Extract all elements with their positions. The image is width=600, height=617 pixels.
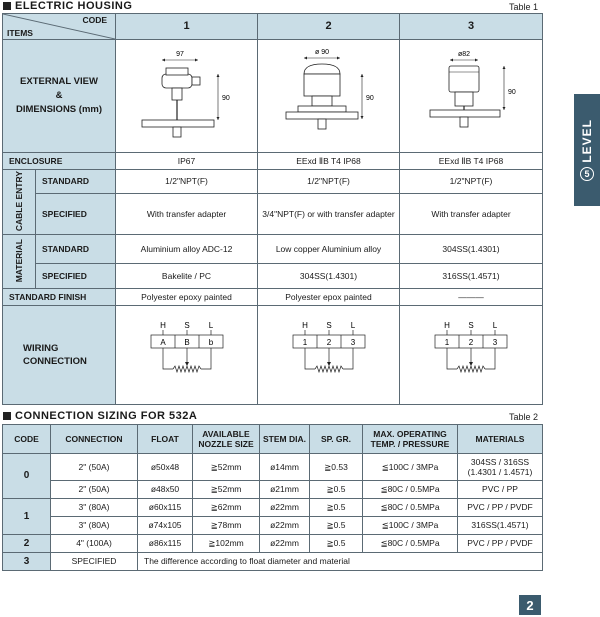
code-column-2: 2	[258, 14, 400, 40]
cable-specified-2: 3/4"NPT(F) or with transfer adapter	[258, 193, 400, 235]
table-row	[3, 517, 543, 535]
enclosure-label: ENCLOSURE	[3, 153, 116, 170]
page-number: 2	[519, 595, 541, 615]
material-standard-2: Low copper Aluminium alloy	[258, 235, 400, 264]
cell-nozzle: ≧52mm	[193, 481, 260, 499]
side-tab-label: LEVEL	[580, 119, 594, 163]
cable-standard-1: 1/2"NPT(F)	[116, 170, 258, 194]
cell-materials: 316SS(1.4571)	[458, 517, 543, 535]
svg-text:2: 2	[468, 338, 474, 348]
svg-text:L: L	[492, 321, 498, 331]
external-view-drawing-2	[258, 40, 400, 153]
cable-specified-3: With transfer adapter	[400, 193, 543, 235]
enclosure-value-1: IP67	[116, 153, 258, 170]
svg-text:H: H	[159, 321, 166, 331]
enclosure-value-3: EExd ⅡB T4 IP68	[400, 153, 543, 170]
cell-float: ø50x48	[138, 454, 193, 481]
header-materials: MATERIALS	[458, 425, 543, 454]
section-title-text: ELECTRIC HOUSING	[15, 0, 133, 12]
cell-connection: 4" (100A)	[51, 535, 138, 553]
section-title-electric-housing	[3, 0, 132, 12]
cable-standard-3: 1/2"NPT(F)	[400, 170, 543, 194]
wiring-diagram-3-svg	[431, 319, 511, 389]
svg-text:S: S	[325, 321, 332, 331]
wiring-diagram-1-svg	[147, 319, 227, 389]
header-nozzle: AVAILABLE NOZZLE SIZE	[193, 425, 260, 454]
table-row-specified	[3, 553, 543, 571]
housing-3-drawing	[416, 46, 526, 146]
cell-spgr: ≧0.53	[310, 454, 363, 481]
housing-2-drawing	[274, 46, 384, 146]
svg-text:3: 3	[350, 338, 355, 348]
cell-connection: SPECIFIED	[51, 553, 138, 571]
cell-spgr: ≧0.5	[310, 535, 363, 553]
bullet-square-icon	[3, 412, 11, 420]
svg-text:S: S	[468, 321, 474, 331]
cell-temp: ≦80C / 0.5MPa	[363, 481, 458, 499]
bullet-square-icon	[3, 2, 11, 10]
cell-stem: ø22mm	[260, 517, 310, 535]
housing-1-drawing	[132, 46, 242, 146]
header-code: CODE	[3, 425, 51, 454]
dim-width-1: 97	[175, 51, 184, 58]
cell-specified-note: The difference according to float diameter and material	[138, 553, 543, 571]
code-column-1: 1	[116, 14, 258, 40]
row-code: 2	[3, 535, 51, 553]
cell-float: ø86x115	[138, 535, 193, 553]
dim-height-3: 90	[508, 89, 516, 96]
cell-temp: ≦80C / 0.5MPa	[363, 499, 458, 517]
cell-materials: PVC / PP / PVDF	[458, 499, 543, 517]
svg-text:3: 3	[492, 338, 498, 348]
cell-spgr: ≧0.5	[310, 499, 363, 517]
header-float: FLOAT	[138, 425, 193, 454]
material-standard-3: 304SS(1.4301)	[400, 235, 543, 264]
cell-spgr: ≧0.5	[310, 517, 363, 535]
row-code: 3	[3, 553, 51, 571]
material-standard-1: Aluminium alloy ADC-12	[116, 235, 258, 264]
material-specified-label: SPECIFIED	[36, 264, 116, 289]
electric-housing-table	[2, 13, 543, 405]
wiring-diagram-2-svg	[289, 319, 369, 389]
cell-float: ø60x115	[138, 499, 193, 517]
table-row	[3, 454, 543, 481]
table-row	[3, 535, 543, 553]
svg-text:1: 1	[302, 338, 307, 348]
code-items-header	[3, 14, 116, 40]
cell-connection: 3" (80A)	[51, 499, 138, 517]
cable-standard-2: 1/2"NPT(F)	[258, 170, 400, 194]
svg-text:1: 1	[444, 338, 450, 348]
svg-text:S: S	[183, 321, 190, 331]
cable-entry-group: CABLE ENTRY	[3, 170, 36, 235]
dim-height-2: 90	[365, 95, 374, 102]
cell-nozzle: ≧52mm	[193, 454, 260, 481]
header-spgr: SP. GR.	[310, 425, 363, 454]
cell-temp: ≦80C / 0.5MPa	[363, 535, 458, 553]
wiring-label: WIRING CONNECTION	[3, 306, 116, 405]
finish-value-2: Polyester epox painted	[258, 289, 400, 306]
code-header-label: CODE	[82, 15, 107, 25]
cable-specified-1: With transfer adapter	[116, 193, 258, 235]
cell-nozzle: ≧62mm	[193, 499, 260, 517]
material-specified-3: 316SS(1.4571)	[400, 264, 543, 289]
header-stem: STEM DIA.	[260, 425, 310, 454]
standard-finish-label: STANDARD FINISH	[3, 289, 116, 306]
cell-materials: PVC / PP	[458, 481, 543, 499]
items-header-label: ITEMS	[7, 27, 33, 38]
external-view-drawing-3	[400, 40, 543, 153]
cell-materials: 304SS / 316SS (1.4301 / 1.4571)	[458, 454, 543, 481]
svg-text:L: L	[208, 321, 213, 331]
cell-stem: ø22mm	[260, 535, 310, 553]
dim-width-3: ø82	[457, 51, 471, 58]
dim-width-2: ø 90	[314, 49, 329, 56]
cell-float: ø74x105	[138, 517, 193, 535]
header-connection: CONNECTION	[51, 425, 138, 454]
section-title-connection-sizing	[3, 410, 197, 422]
material-standard-label: STANDARD	[36, 235, 116, 264]
cell-connection: 2" (50A)	[51, 481, 138, 499]
svg-text:B: B	[183, 338, 190, 348]
finish-value-1: Polyester epoxy painted	[116, 289, 258, 306]
svg-text:b: b	[208, 338, 213, 348]
side-tab-number: 5	[580, 167, 594, 181]
cell-stem: ø22mm	[260, 499, 310, 517]
cable-specified-label: SPECIFIED	[36, 193, 116, 235]
material-specified-1: Bakelite / PC	[116, 264, 258, 289]
dim-height-1: 90	[221, 95, 230, 102]
wiring-diagram-1	[116, 306, 258, 405]
cable-standard-label: STANDARD	[36, 170, 116, 194]
table-label-2: Table 2	[509, 412, 539, 422]
table-row	[3, 499, 543, 517]
cell-float: ø48x50	[138, 481, 193, 499]
wiring-diagram-2	[258, 306, 400, 405]
wiring-diagram-3	[400, 306, 543, 405]
svg-text:H: H	[444, 321, 450, 331]
table-label-1: Table 1	[509, 2, 539, 12]
cell-stem: ø14mm	[260, 454, 310, 481]
svg-text:H: H	[301, 321, 308, 331]
cell-temp: ≦100C / 3MPa	[363, 454, 458, 481]
cell-nozzle: ≧78mm	[193, 517, 260, 535]
finish-value-3: ———	[400, 289, 543, 306]
cell-materials: PVC / PP / PVDF	[458, 535, 543, 553]
table-row	[3, 481, 543, 499]
svg-text:2: 2	[326, 338, 331, 348]
code-column-3: 3	[400, 14, 543, 40]
svg-text:L: L	[350, 321, 355, 331]
enclosure-value-2: EExd ⅡB T4 IP68	[258, 153, 400, 170]
connection-sizing-table	[2, 424, 543, 571]
row-code: 1	[3, 499, 51, 535]
material-group: MATERIAL	[3, 235, 36, 289]
level-side-tab	[574, 94, 600, 206]
header-temp: MAX. OPERATING TEMP. / PRESSURE	[363, 425, 458, 454]
cell-connection: 2" (50A)	[51, 454, 138, 481]
cell-temp: ≦100C / 3MPa	[363, 517, 458, 535]
external-view-drawing-1	[116, 40, 258, 153]
svg-text:A: A	[159, 338, 166, 348]
row-code: 0	[3, 454, 51, 499]
cell-spgr: ≧0.5	[310, 481, 363, 499]
material-specified-2: 304SS(1.4301)	[258, 264, 400, 289]
section-title-text: CONNECTION SIZING FOR 532A	[15, 410, 198, 422]
external-view-label: EXTERNAL VIEW & DIMENSIONS (mm)	[3, 40, 116, 153]
cell-nozzle: ≧102mm	[193, 535, 260, 553]
cell-stem: ø21mm	[260, 481, 310, 499]
cell-connection: 3" (80A)	[51, 517, 138, 535]
